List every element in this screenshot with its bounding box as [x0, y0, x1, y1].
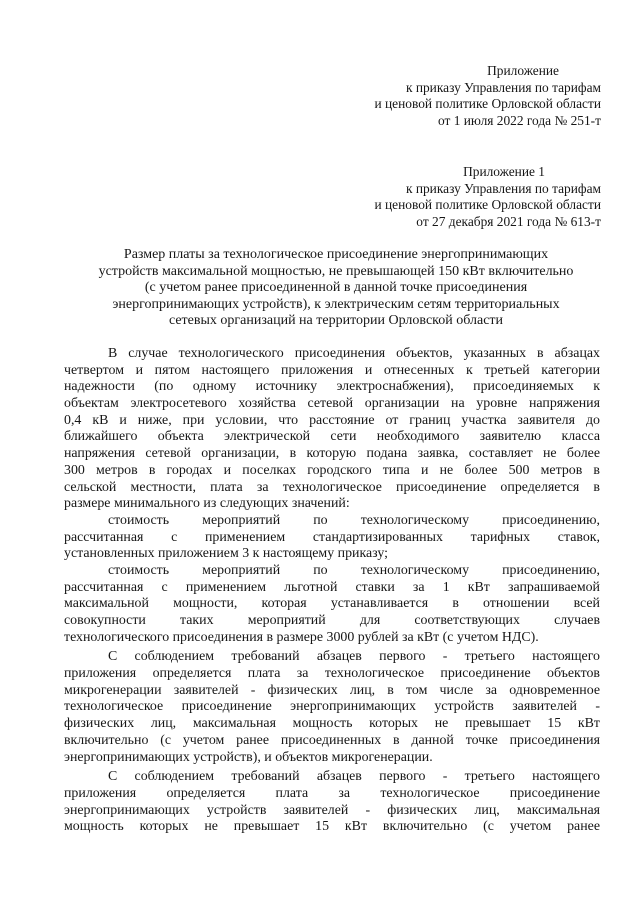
text-line: В случае технологического присоединения объектов, указанных в абзацах — [108, 346, 600, 361]
text-line: 0,4 кВ и ниже, при условии, что расстояние от границ участка заявителя до — [64, 412, 600, 428]
text-line: микрогенерации заявителей - физических лиц, в том числе за одновременное — [64, 682, 600, 698]
appendix-1-header — [375, 164, 602, 230]
paragraph-4 — [64, 649, 600, 766]
text-line: 300 метров в городах и поселках городского типа и не более 500 метров в — [64, 462, 600, 478]
text-line: рассчитанная с применением стандартизированных тарифных ставок, — [64, 529, 600, 545]
appendix-1-heading: Приложение 1 — [463, 164, 545, 179]
text-line: мощность которых не превышает 15 кВт включительно (с учетом ранее — [64, 819, 600, 835]
text-line: технологического присоединения в размере 3000 рублей за кВт (с учетом НДС). — [64, 629, 539, 645]
text-line: совокупности таких мероприятий для соответствующих случаев — [64, 613, 600, 628]
appendix-1-order-line: к приказу Управления по тарифам — [405, 180, 601, 196]
text-line: энергопринимающих устройств), и объектов микрогенерации. — [64, 749, 433, 765]
text-line: рассчитанная с применением льготной ставки за 1 кВт запрашиваемой — [64, 579, 600, 595]
appendix-order-date: от 1 июля 2022 года № 251-т — [437, 112, 601, 128]
appendix-order-line: и ценовой политике Орловской области — [374, 96, 601, 112]
document-title — [62, 247, 610, 330]
text-line: энергопринимающих устройств заявителей - физических лиц, максимальная — [64, 802, 600, 818]
text-line: объектам электросетевого хозяйства сетевой организации на уровне напряжения — [64, 396, 600, 412]
paragraph-2 — [64, 513, 600, 563]
title-line: устройств максимальной мощностью, не превышающей 150 кВт включительно — [98, 263, 574, 279]
text-line: надежности (по одному источнику электроснабжения), присоединяемых к — [64, 379, 600, 395]
paragraph-5 — [64, 769, 600, 836]
document-body — [64, 346, 600, 836]
title-line: (с учетом ранее присоединенной в данной точке присоединения — [144, 280, 528, 296]
paragraph-3 — [64, 563, 600, 646]
text-line: ближайшего объекта электрической сети необходимого заявителю класса — [64, 429, 600, 445]
appendix-order-line: к приказу Управления по тарифам — [405, 79, 601, 95]
text-line: стоимость мероприятий по технологическому присоединению, — [108, 562, 600, 578]
text-line: приложения определяется плата за технологическое присоединение — [64, 785, 600, 801]
text-line: максимальной мощности, которая устанавливается в отношении всей — [64, 596, 600, 612]
text-line: стоимость мероприятий по технологическому присоединению, — [108, 512, 600, 528]
appendix-heading: Приложение — [487, 63, 559, 78]
title-line: энергопринимающих устройств), к электрическим сетям территориальных — [112, 296, 560, 312]
title-line: сетевых организаций на территории Орловской области — [168, 313, 504, 329]
text-line: напряжения сетевой организации, в которую подана заявка, составляет не более — [64, 446, 600, 462]
text-line: С соблюдением требований абзацев первого - третьего настоящего — [108, 769, 600, 785]
appendix-header — [375, 63, 602, 129]
appendix-1-order-line: и ценовой политике Орловской области — [374, 197, 601, 213]
text-line: сельской местности, плата за технологическое присоединение определяется в — [64, 479, 600, 495]
text-line: четвертом и пятом настоящего приложения и отнесенных к третьей категории — [64, 362, 600, 378]
text-line: технологическое присоединение энергопринимающих устройств заявителей - — [64, 699, 600, 715]
text-line: приложения определяется плата за технологическое присоединение объектов — [64, 666, 600, 682]
text-line: установленных приложением 3 к настоящему приказу; — [64, 546, 388, 562]
appendix-1-order-date: от 27 декабря 2021 года № 613-т — [416, 213, 601, 229]
title-line: Размер платы за технологическое присоединение энергопринимающих — [123, 247, 549, 262]
text-line: физических лиц, максимальная мощность которых не превышает 15 кВт — [64, 716, 600, 732]
paragraph-1 — [64, 346, 600, 513]
text-line: размере минимального из следующих значений: — [64, 496, 350, 512]
text-line: С соблюдением требований абзацев первого - третьего настоящего — [108, 649, 600, 665]
text-line: включительно (с учетом ранее присоединенных в данной точке присоединения — [64, 732, 600, 748]
